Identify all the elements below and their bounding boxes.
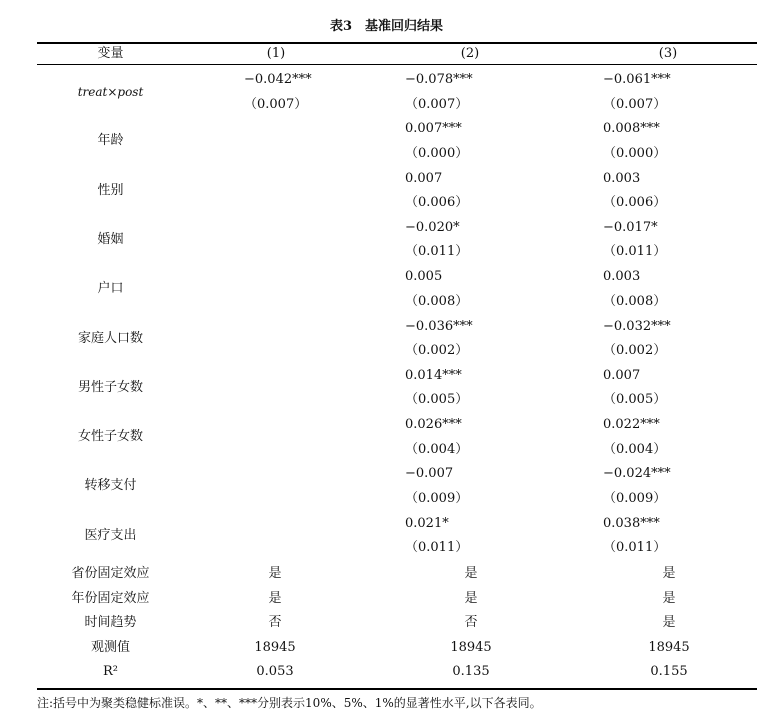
- summary-row: [37, 613, 757, 633]
- se-row: [37, 440, 757, 460]
- summary-row: [37, 589, 757, 609]
- variable-name: treat×post: [77, 85, 144, 99]
- se-col-3: （0.009）: [603, 490, 667, 506]
- coef-row: [37, 70, 757, 99]
- se-row: [37, 341, 757, 361]
- coef-col-1: −0.042***: [244, 72, 312, 87]
- summary-col-1: 是: [268, 590, 282, 606]
- summary-label: 年份固定效应: [71, 590, 150, 606]
- se-col-3: （0.006）: [603, 195, 667, 211]
- summary-col-2: 18945: [450, 639, 492, 655]
- summary-label: R²: [103, 664, 118, 680]
- coef-col-2: −0.020*: [405, 219, 460, 235]
- coef-row: [37, 119, 757, 149]
- coef-col-2: −0.078***: [405, 72, 473, 87]
- coef-row: [37, 267, 757, 297]
- coef-col-3: −0.024***: [603, 466, 671, 482]
- se-row: [37, 489, 757, 509]
- summary-col-2: 是: [464, 590, 478, 606]
- header-col-1: (1): [266, 46, 286, 61]
- summary-col-1: 是: [268, 566, 282, 581]
- se-col-2: （0.005）: [405, 392, 469, 408]
- variable-name: 性别: [97, 182, 124, 198]
- coef-col-3: 0.003: [603, 269, 641, 285]
- se-col-3: （0.011）: [603, 540, 667, 556]
- se-row: [37, 144, 757, 164]
- coef-row: [37, 218, 757, 247]
- summary-row: [37, 638, 757, 658]
- coef-row: [37, 317, 757, 346]
- se-row: [37, 242, 757, 262]
- coef-col-2: 0.014***: [405, 367, 462, 383]
- summary-row: [37, 662, 757, 682]
- variable-name: 男性子女数: [77, 379, 143, 395]
- se-col-1: （0.007）: [244, 96, 308, 112]
- coef-col-3: 0.008***: [603, 121, 660, 137]
- summary-label: 省份固定效应: [71, 566, 150, 581]
- se-col-3: （0.007）: [603, 96, 667, 112]
- se-col-3: （0.008）: [603, 293, 667, 309]
- summary-col-1: 0.053: [256, 664, 294, 680]
- se-col-3: （0.000）: [603, 145, 667, 161]
- coef-col-3: −0.061***: [603, 72, 671, 87]
- se-row: [37, 193, 757, 213]
- coef-col-3: −0.032***: [603, 318, 671, 334]
- se-row: [37, 95, 757, 115]
- coef-col-3: 0.022***: [603, 417, 660, 433]
- summary-col-2: 0.135: [452, 664, 490, 680]
- se-col-2: （0.007）: [405, 96, 469, 112]
- coef-row: [37, 366, 757, 395]
- coef-col-2: 0.026***: [405, 417, 462, 433]
- se-col-2: （0.002）: [405, 343, 469, 358]
- se-row: [37, 292, 757, 312]
- summary-col-3: 18945: [648, 639, 690, 655]
- se-row: [37, 538, 757, 558]
- se-col-2: （0.011）: [405, 540, 469, 556]
- header-row: [37, 44, 757, 64]
- se-col-2: （0.006）: [405, 195, 469, 211]
- se-col-2: （0.000）: [405, 145, 469, 161]
- header-col-2: (2): [460, 46, 480, 61]
- se-col-3: （0.005）: [603, 392, 667, 408]
- summary-col-3: 是: [662, 590, 676, 606]
- variable-name: 转移支付: [84, 478, 137, 494]
- coef-row: [37, 464, 757, 494]
- se-col-2: （0.008）: [405, 293, 469, 309]
- summary-label: 时间趋势: [84, 615, 137, 631]
- se-col-3: （0.004）: [603, 441, 667, 457]
- summary-col-3: 0.155: [650, 664, 688, 680]
- summary-label: 观测值: [90, 639, 130, 655]
- table-title: 表3 基准回归结果: [329, 19, 444, 34]
- coef-col-2: 0.007***: [405, 121, 462, 137]
- coef-col-3: 0.038***: [603, 515, 660, 531]
- variable-name: 户口: [97, 281, 124, 297]
- se-row: [37, 390, 757, 410]
- coef-col-2: 0.021*: [405, 515, 449, 531]
- variable-name: 医疗支出: [84, 527, 137, 543]
- header-col-3: (3): [658, 46, 678, 61]
- coef-col-3: 0.007: [603, 367, 641, 383]
- coef-col-2: 0.007: [405, 170, 443, 186]
- summary-col-3: 是: [662, 566, 676, 581]
- coef-col-3: 0.003: [603, 170, 641, 186]
- coef-row: [37, 415, 757, 445]
- se-col-2: （0.009）: [405, 490, 469, 506]
- summary-col-3: 是: [662, 615, 676, 631]
- variable-name: 家庭人口数: [77, 330, 143, 346]
- se-col-3: （0.002）: [603, 343, 667, 358]
- se-col-2: （0.004）: [405, 441, 469, 457]
- coef-col-2: −0.036***: [405, 318, 473, 334]
- variable-name: 女性子女数: [77, 429, 143, 445]
- summary-col-1: 18945: [254, 639, 296, 655]
- header-rule: [37, 64, 757, 65]
- se-col-3: （0.011）: [603, 244, 667, 260]
- summary-col-2: 否: [464, 615, 478, 631]
- summary-col-1: 否: [268, 615, 282, 631]
- coef-col-2: 0.005: [405, 269, 443, 285]
- coef-col-3: −0.017*: [603, 219, 658, 235]
- coef-col-2: −0.007: [405, 466, 454, 482]
- variable-name: 年龄: [97, 133, 124, 149]
- bottom-rule: [37, 688, 757, 690]
- variable-name: 婚姻: [97, 231, 124, 247]
- table-note: 注:括号中为聚类稳健标准误。*、**、***分别表示10%、5%、1%的显著性水平,以下各表同。: [37, 696, 542, 710]
- header-variable: 变量: [97, 46, 124, 61]
- summary-col-2: 是: [464, 566, 478, 581]
- se-col-2: （0.011）: [405, 244, 469, 260]
- coef-row: [37, 169, 757, 198]
- summary-row: [37, 564, 757, 584]
- coef-row: [37, 514, 757, 543]
